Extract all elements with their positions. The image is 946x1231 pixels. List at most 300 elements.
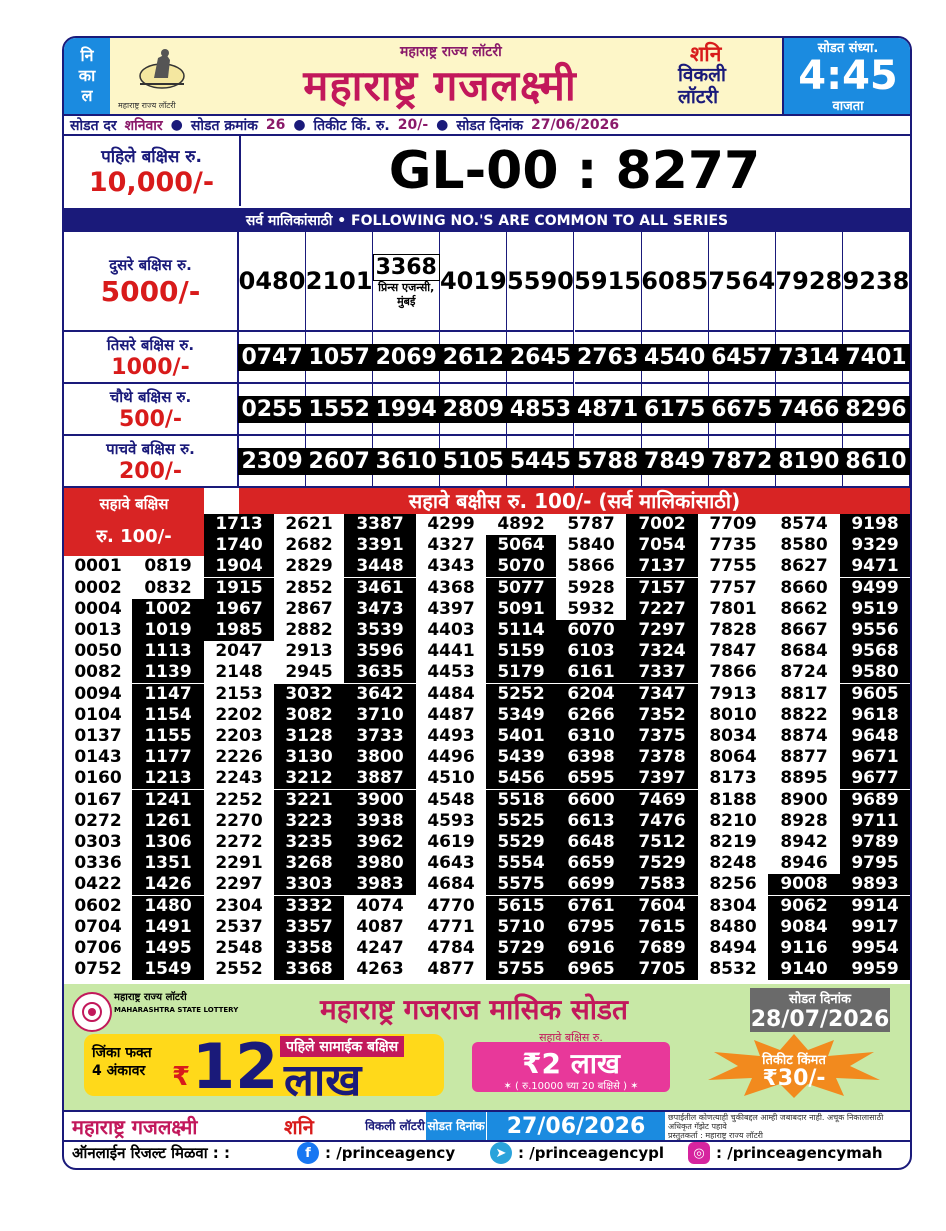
sixth-prize-number: 9677 [840,768,910,789]
draw-time: 4:45 [798,53,898,99]
sixth-prize-number: 1113 [132,641,204,662]
sixth-prize-number: 5179 [486,662,556,683]
sixth-prize-number: 0752 [64,959,132,980]
sixth-prize-number: 9917 [840,917,910,938]
prize-number: 2612 [440,344,507,371]
instagram-icon[interactable]: ◎ [688,1142,710,1164]
sixth-prize-number: 0303 [64,832,132,853]
sixth-prize-number: 2272 [204,832,274,853]
sixth-prize-number: 9471 [840,556,910,577]
fifth-prize-label [64,436,239,488]
prize-cell [776,232,843,332]
sixth-prize-number: 0001 [64,556,132,577]
sixth-prize-number: 8662 [768,599,840,620]
first-prize-promo-label: पहिले सामाईक बक्षिस [280,1036,404,1057]
sixth-prize-number: 7512 [626,832,698,853]
prize-number: 2763 [574,344,641,371]
sixth-prize-promo [472,1031,670,1092]
prize-number: 2809 [440,396,507,423]
prize-number: 4853 [507,396,574,423]
third-prize-label [64,332,239,384]
sixth-prize-number: 4484 [416,684,486,705]
prize-number: 2101 [305,267,373,295]
sixth-prize-number: 8304 [698,896,768,917]
draw-date: 27/06/2026 [531,117,620,133]
sixth-prize-number: 7604 [626,896,698,917]
prize-number: 1552 [306,396,373,423]
sixth-prize-number: 0602 [64,896,132,917]
first-prize-title: पहिले बक्षिस रु. [101,147,202,167]
sixth-prize-number: 6613 [556,811,626,832]
sixth-prize-number: 7757 [698,578,768,599]
prize-cell [239,436,306,488]
sixth-prize-number: 6161 [556,662,626,683]
prize-number: 0480 [238,267,306,295]
sixth-prize-number: 5755 [486,959,556,980]
footer-weekly: विकली लॉटरी [365,1119,425,1133]
sixth-prize-number: 8900 [768,790,840,811]
sixth-prize-number: 0137 [64,726,132,747]
sixth-prize-number: 5554 [486,853,556,874]
prize-number: 8296 [842,396,909,423]
seal-caption-line: MAHARASHTRA STATE LOTTERY [114,1006,239,1014]
prize-cell [440,436,507,488]
win-text-line: 4 अंकावर [92,1063,146,1079]
nikal-char: नि [80,46,94,65]
sixth-prize-number: 0104 [64,705,132,726]
sixth-prize-number: 8188 [698,790,768,811]
sixth-prize-number: 3332 [274,896,344,917]
sixth-prize-number: 2270 [204,811,274,832]
sixth-prize-number: 5840 [556,535,626,556]
sixth-prize-number: 7735 [698,535,768,556]
sixth-prize-number: 5064 [486,535,556,556]
sixth-prize-number: 0832 [132,578,204,599]
monthly-title: महाराष्ट्र गजराज मासिक सोडत [320,993,628,1026]
sixth-prize-number: 3800 [344,747,416,768]
prize-number: 7401 [842,344,909,371]
sixth-prize-number: 0272 [64,811,132,832]
sixth-prize-title: सहावे बक्षिस [99,495,169,513]
sixth-prize-number: 8574 [768,514,840,535]
prize-cell [843,232,910,332]
sixth-prize-number: 2829 [274,556,344,577]
prize-cell [373,232,440,332]
sixth-prize-number: 3642 [344,684,416,705]
sixth-prize-number: 8010 [698,705,768,726]
prize-number: 2309 [238,448,305,475]
sixth-prize-number: 9140 [768,959,840,980]
prize-number: 0747 [238,344,305,371]
sixth-prize-number: 6916 [556,938,626,959]
sixth-prize-number: 8219 [698,832,768,853]
sixth-prize-number: 4397 [416,599,486,620]
sixth-prize-number: 6600 [556,790,626,811]
sixth-prize-number: 7709 [698,514,768,535]
sixth-prize-number: 0336 [64,853,132,874]
sixth-prize-number: 4548 [416,790,486,811]
sixth-prize-number: 0160 [64,768,132,789]
sixth-prize-number: 2202 [204,705,274,726]
prize-cell [507,436,574,488]
sixth-prize-number: 9795 [840,853,910,874]
sixth-prize-number: 5349 [486,705,556,726]
prize-number: 2069 [373,344,440,371]
prize-cell [709,232,776,332]
sixth-prize-number: 9959 [840,959,910,980]
sixth-prize-number: 1480 [132,896,204,917]
prize-number: 1994 [373,396,440,423]
sixth-prize-number: 2153 [204,684,274,705]
prize-cell [776,384,843,436]
prize-number: 7466 [775,396,842,423]
sixth-prize-grid [64,514,910,984]
sixth-prize-number: 4496 [416,747,486,768]
sixth-prize-number: 1306 [132,832,204,853]
prize-number: 8190 [775,448,842,475]
sixth-prize-number: 2203 [204,726,274,747]
prize-cell [709,384,776,436]
instagram-link[interactable]: : /princeagencymah [716,1144,883,1162]
prize-number: 6675 [708,396,775,423]
sixth-prize-number: 6070 [556,620,626,641]
sixth-prize-number: 3303 [274,874,344,895]
draw-date-label: सोडत दिनांक [456,117,523,134]
footer-day: शनि [284,1114,314,1139]
prize-number: 1057 [306,344,373,371]
draw-no-label: सोडत क्रमांक [190,117,258,134]
sixth-prize-number: 7397 [626,768,698,789]
disclaimer-text: छपाईतील कोणत्याही चुकीबद्दल आम्ही जबाबदार नाही. अचूक निकालासाठी अधिकृत गॅझेट पहावे [668,1113,884,1131]
sixth-prize-number: 3461 [344,578,416,599]
sixth-prize-number: 4403 [416,620,486,641]
sixth-prize-number: 9008 [768,874,840,895]
sixth-prize-number: 8946 [768,853,840,874]
sixth-prize-number: 8248 [698,853,768,874]
monthly-date-label: सोडत दिनांक [789,991,851,1007]
sixth-prize-number: 2882 [274,620,344,641]
ticket-price-starburst [704,1034,884,1098]
prize-title: पाचवे बक्षिस रु. [106,439,195,458]
prize-title: दुसरे बक्षिस रु. [109,255,192,274]
sixth-prize-number: 6103 [556,641,626,662]
sixth-prize-number: 0143 [64,747,132,768]
sixth-prize-number: 3357 [274,917,344,938]
sixth-prize-number: 1904 [204,556,274,577]
sixth-prize-number: 2945 [274,662,344,683]
sixth-prize-number: 3387 [344,514,416,535]
sixth-prize-number: 9893 [840,874,910,895]
sixth-prize-number: 5077 [486,578,556,599]
sixth-prize-number: 9954 [840,938,910,959]
sixth-prize-number: 0013 [64,620,132,641]
prize-cell [440,232,507,332]
sixth-prize-number: 2291 [204,853,274,874]
second-prize-label [64,232,239,332]
sixth-prize-number: 3900 [344,790,416,811]
sixth-prize-number: 3938 [344,811,416,832]
state-lottery-logo-icon [132,44,192,94]
sixth-prize-number: 8724 [768,662,840,683]
sixth-prize-number: 5866 [556,556,626,577]
nikal-char: का [78,66,96,85]
sixth-prize-number: 1213 [132,768,204,789]
sixth-prize-number: 0706 [64,938,132,959]
monthly-date-box [750,988,890,1032]
sixth-prize-number: 6398 [556,747,626,768]
first-prize-promo [84,1030,444,1106]
sixth-prize-number: 5932 [556,599,626,620]
sixth-prize-number: 5529 [486,832,556,853]
prize-number: 9238 [842,267,910,295]
prize-cell [642,436,709,488]
sixth-prize-number: 5456 [486,768,556,789]
sixth-prize-number: 1351 [132,853,204,874]
sixth-prize-number: 5729 [486,938,556,959]
sixth-prize-number: 1967 [204,599,274,620]
footer-draw-label: सोडत दिनांक [426,1112,486,1140]
draw-time-box [782,38,912,114]
sixth-prize-number: 7469 [626,790,698,811]
win-text-line: जिंका फक्त [92,1045,152,1061]
prize-cell [575,436,642,488]
sixth-prize-number: 2552 [204,959,274,980]
prize-number: 3368 [373,254,440,281]
sixth-prize-number: 4493 [416,726,486,747]
sixth-prize-number: 3887 [344,768,416,789]
sixth-prize-number: 8684 [768,641,840,662]
sixth-prize-number: 9689 [840,790,910,811]
logo-caption: महाराष्ट्र राज्य लॉटरी [118,101,176,110]
sixth-prize-number: 8034 [698,726,768,747]
sixth-prize-number: 1549 [132,959,204,980]
state-lottery-seal-icon [72,992,112,1032]
sixth-prize-number: 5710 [486,917,556,938]
prize-cell [843,384,910,436]
prize-cell [239,232,306,332]
sixth-prize-number: 3368 [274,959,344,980]
sixth-prize-number: 7476 [626,811,698,832]
prize-cell [306,332,373,384]
facebook-icon[interactable]: f [297,1142,319,1164]
sixth-prize-number: 4441 [416,641,486,662]
header-title-area [110,38,782,114]
sixth-prize-number: 2047 [204,641,274,662]
sixth-prize-number: 1147 [132,684,204,705]
sixth-prize-bar: सहावे बक्षीस रु. 100/- (सर्व मालिकांसाठी) [239,486,910,514]
prize-number: 6085 [641,267,709,295]
sixth-prize-number: 7297 [626,620,698,641]
sixth-prize-number: 7378 [626,747,698,768]
prize-cell [306,384,373,436]
prize-cell [440,384,507,436]
sixth-prize-number: 3539 [344,620,416,641]
sixth-prize-number: 9084 [768,917,840,938]
prize-cell [642,232,709,332]
sixth-prize-number: 7847 [698,641,768,662]
sixth-prize-number: 1491 [132,917,204,938]
sixth-prize-number: 4892 [486,514,556,535]
sixth-prize-number: 0082 [64,662,132,683]
sixth-prize-number: 8480 [698,917,768,938]
facebook-link[interactable]: : /princeagency [325,1144,456,1162]
sixth-prize-number: 5091 [486,599,556,620]
nikal-char: ल [81,86,93,105]
sixth-prize-number: 4643 [416,853,486,874]
sixth-prize-number: 3733 [344,726,416,747]
sixth-prize-number: 2537 [204,917,274,938]
prize-cell [440,332,507,384]
online-result-label: ऑनलाईन रिजल्ट मिळवा : : [72,1144,231,1162]
sixth-prize-number: 7054 [626,535,698,556]
sixth-prize-number: 4087 [344,917,416,938]
sixth-prize-number: 4453 [416,662,486,683]
footer-title: महाराष्ट्र गजलक्ष्मी [72,1114,198,1139]
sixth-prize-number: 3391 [344,535,416,556]
sixth-prize-number: 6659 [556,853,626,874]
sixth-prize-number: 0167 [64,790,132,811]
prize-cell [239,384,306,436]
sixth-prize-number: 2621 [274,514,344,535]
sixth-prize-number: 7137 [626,556,698,577]
bullet: ● [293,117,306,133]
monthly-draw-banner [64,984,910,1110]
sixth-prize-number: 6595 [556,768,626,789]
sixth-prize-number: 4263 [344,959,416,980]
agency-label: प्रिन्स एजन्सी, मुंबई [378,280,435,308]
prize-number: 2607 [306,448,373,475]
sixth-prize-number: 1019 [132,620,204,641]
sixth-prize-number: 1261 [132,811,204,832]
bullet: ● [170,117,183,133]
sixth-prize-number: 0422 [64,874,132,895]
prize-number: 5590 [507,267,574,295]
sixth-prize-number: 9062 [768,896,840,917]
sixth-prize-number: 3448 [344,556,416,577]
sixth-prize-number: 8210 [698,811,768,832]
sixth-prize-number: 1713 [204,514,274,535]
sixth-prize-number: 7337 [626,662,698,683]
sixth-prize-number: 5787 [556,514,626,535]
prize-cell [575,232,642,332]
sixth-prize-number: 1426 [132,874,204,895]
presenter-text: प्रस्तुतकर्ता : महाराष्ट्र राज्य लॉटरी [668,1131,763,1140]
sixth-prize-number: 8874 [768,726,840,747]
sixth-prize-number: 9116 [768,938,840,959]
telegram-icon[interactable]: ➤ [490,1142,512,1164]
sixth-prize-number: 2297 [204,874,274,895]
draw-time-unit: वाजता [832,99,864,114]
sixth-prize-number: 5518 [486,790,556,811]
lottery-title: महाराष्ट्र गजलक्ष्मी [303,61,577,110]
prize-number: 3610 [373,448,440,475]
sixth-prize-number: 8928 [768,811,840,832]
sixth-prize-number: 4074 [344,896,416,917]
sixth-prize-number: 3980 [344,853,416,874]
prize-title: तिसरे बक्षिस रु. [106,335,195,354]
sixth-prize-number: 3082 [274,705,344,726]
sixth-prize-number: 7866 [698,662,768,683]
prize-cell [709,436,776,488]
prize-cell [373,436,440,488]
rupee-symbol: ₹ [172,1062,191,1092]
sixth-prize-number: 9519 [840,599,910,620]
sixth-prize-number: 8895 [768,768,840,789]
sixth-prize-number: 8942 [768,832,840,853]
prize-number: 4540 [641,344,708,371]
sixth-prize-number: 7913 [698,684,768,705]
sixth-prize-number: 7324 [626,641,698,662]
sixth-prize-number: 1241 [132,790,204,811]
sixth-prize-number: 0050 [64,641,132,662]
prize-amount: 5000/- [100,274,201,308]
prize-number: 5105 [440,448,507,475]
prize-number: 2645 [507,344,574,371]
sixth-promo-label: सहावे बक्षिस रु. [539,1031,603,1044]
sixth-prize-number: 1495 [132,938,204,959]
sixth-prize-number: 3223 [274,811,344,832]
sixth-prize-number: 4368 [416,578,486,599]
sixth-prize-number: 5615 [486,896,556,917]
sixth-prize-number: 4771 [416,917,486,938]
weekly-label-line: लॉटरी [678,86,719,108]
sixth-prize-number: 6699 [556,874,626,895]
prize-cell [776,436,843,488]
sixth-prize-number: 5928 [556,578,626,599]
prize-cell [507,384,574,436]
sixth-prize-number: 4770 [416,896,486,917]
sixth-prize-number: 9580 [840,662,910,683]
telegram-link[interactable]: : /princeagencypl [518,1144,664,1162]
sixth-prize-number: 9789 [840,832,910,853]
sixth-prize-number: 8667 [768,620,840,641]
sixth-prize-number: 2226 [204,747,274,768]
sixth-prize-number: 4619 [416,832,486,853]
sixth-prize-number: 7583 [626,874,698,895]
prize-amount: 1000/- [111,354,190,380]
sixth-prize-number: 7828 [698,620,768,641]
sixth-prize-number: 0819 [132,556,204,577]
prize-number: 7872 [708,448,775,475]
sixth-prize-number: 3635 [344,662,416,683]
sixth-prize-number: 7529 [626,853,698,874]
sixth-prize-number: 2252 [204,790,274,811]
sixth-prize-number: 4299 [416,514,486,535]
sixth-prize-number: 0004 [64,599,132,620]
sixth-prize-number: 2243 [204,768,274,789]
sixth-prize-number: 4327 [416,535,486,556]
sixth-prize-number: 1002 [132,599,204,620]
small-title: महाराष्ट्र राज्य लॉटरी [400,44,502,60]
sixth-prize-number: 9671 [840,747,910,768]
sixth-prize-number: 1177 [132,747,204,768]
sixth-prize-number: 3596 [344,641,416,662]
sixth-prize-number: 8822 [768,705,840,726]
sixth-prize-number: 3962 [344,832,416,853]
fourth-prize-label [64,384,239,436]
sixth-prize-number: 8580 [768,535,840,556]
sixth-prize-number: 6266 [556,705,626,726]
lottery-result-sheet [62,36,912,1170]
ticket-price: 20/- [397,117,429,133]
sixth-prize-number: 2852 [274,578,344,599]
sixth-prize-number: 9556 [840,620,910,641]
weekly-label-line: विकली [678,64,726,86]
footer-disclaimer [668,1113,908,1140]
sixth-prize-number: 5114 [486,620,556,641]
ticket-price-label: तिकीट किं. रु. [313,117,390,134]
sixth-prize-number: 9914 [840,896,910,917]
